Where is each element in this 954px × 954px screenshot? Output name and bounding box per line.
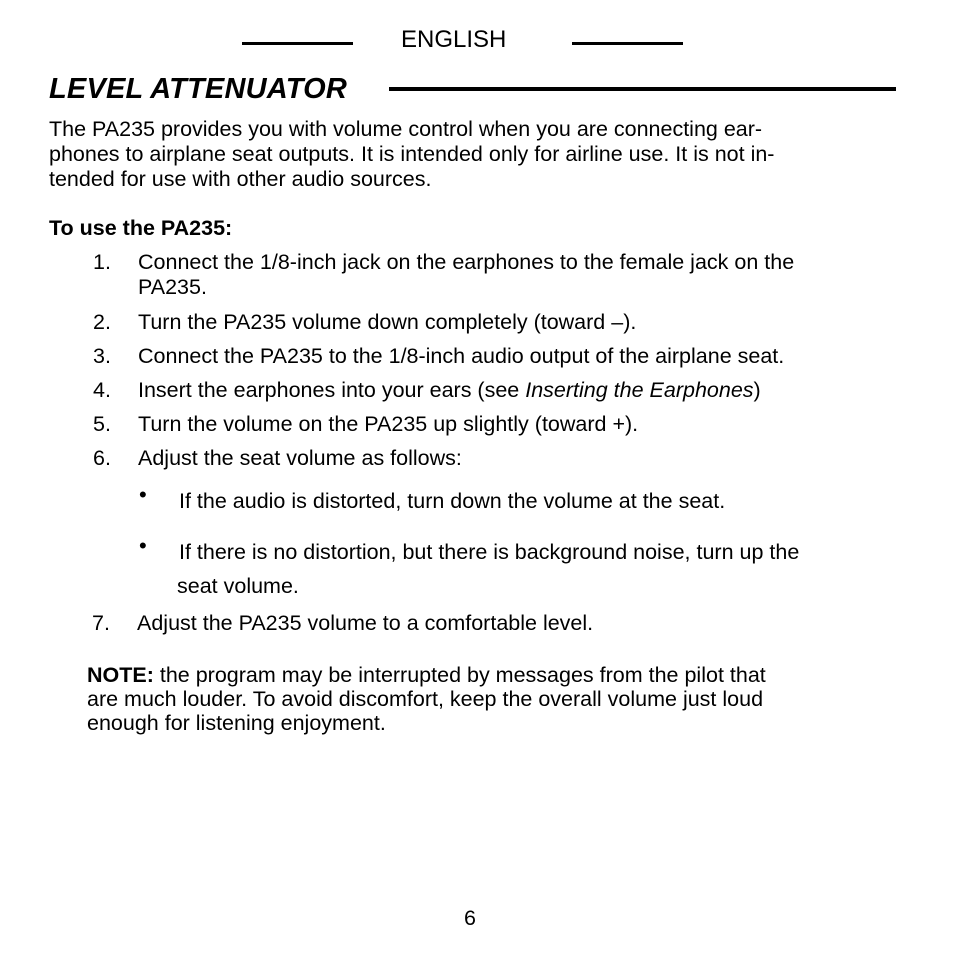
step-1-text: Connect the 1/8-inch jack on the earphones to the female jack on the — [138, 250, 795, 274]
step-number: 4. — [93, 378, 111, 402]
step-2-text: Turn the PA235 volume down completely (toward –). — [138, 310, 637, 334]
note-text: the program may be interrupted by messages from the pilot that — [153, 663, 766, 687]
step-number: 7. — [92, 611, 110, 635]
step-5-text: Turn the volume on the PA235 up slightly (toward +). — [138, 412, 639, 436]
bullet-mark: • — [139, 533, 147, 558]
bullet-mark: • — [139, 482, 147, 507]
step-4-text — [138, 378, 761, 403]
bullet-1-text: If the audio is distorted, turn down the volume at the seat. — [179, 489, 726, 513]
note-label: NOTE: — [87, 663, 154, 687]
intro-line-3: tended for use with other audio sources. — [49, 167, 432, 191]
step-4-text-after: ) — [753, 378, 761, 402]
note-line-3: enough for listening enjoyment. — [87, 711, 386, 735]
note-line-2: are much louder. To avoid discomfort, keep the overall volume just loud — [87, 687, 764, 711]
step-3-text: Connect the PA235 to the 1/8-inch audio output of the airplane seat. — [138, 344, 785, 368]
intro-line-2: phones to airplane seat outputs. It is intended only for airline use. It is not in- — [49, 142, 775, 166]
step-1-text-cont: PA235. — [138, 275, 207, 299]
step-number: 6. — [93, 446, 111, 470]
note-line-1 — [87, 663, 766, 688]
intro-line-1: The PA235 provides you with volume control when you are connecting ear- — [49, 117, 763, 141]
step-7-text: Adjust the PA235 volume to a comfortable level. — [137, 611, 594, 635]
title-rule — [389, 87, 896, 91]
page-number: 6 — [464, 906, 476, 930]
language-label: ENGLISH — [401, 26, 507, 53]
instructions-heading: To use the PA235: — [49, 216, 233, 240]
step-6-text: Adjust the seat volume as follows: — [138, 446, 462, 470]
step-4-text-before: Insert the earphones into your ears (see — [138, 378, 526, 402]
cross-reference: Inserting the Earphones — [525, 378, 754, 402]
header-rule-right — [572, 42, 683, 45]
step-number: 1. — [93, 250, 111, 274]
section-title: LEVEL ATTENUATOR — [49, 73, 348, 105]
step-number: 2. — [93, 310, 111, 334]
step-number: 3. — [93, 344, 111, 368]
bullet-2-text-cont: seat volume. — [177, 574, 299, 598]
header-rule-left — [242, 42, 353, 45]
bullet-2-text: If there is no distortion, but there is background noise, turn up the — [179, 540, 800, 564]
step-number: 5. — [93, 412, 111, 436]
